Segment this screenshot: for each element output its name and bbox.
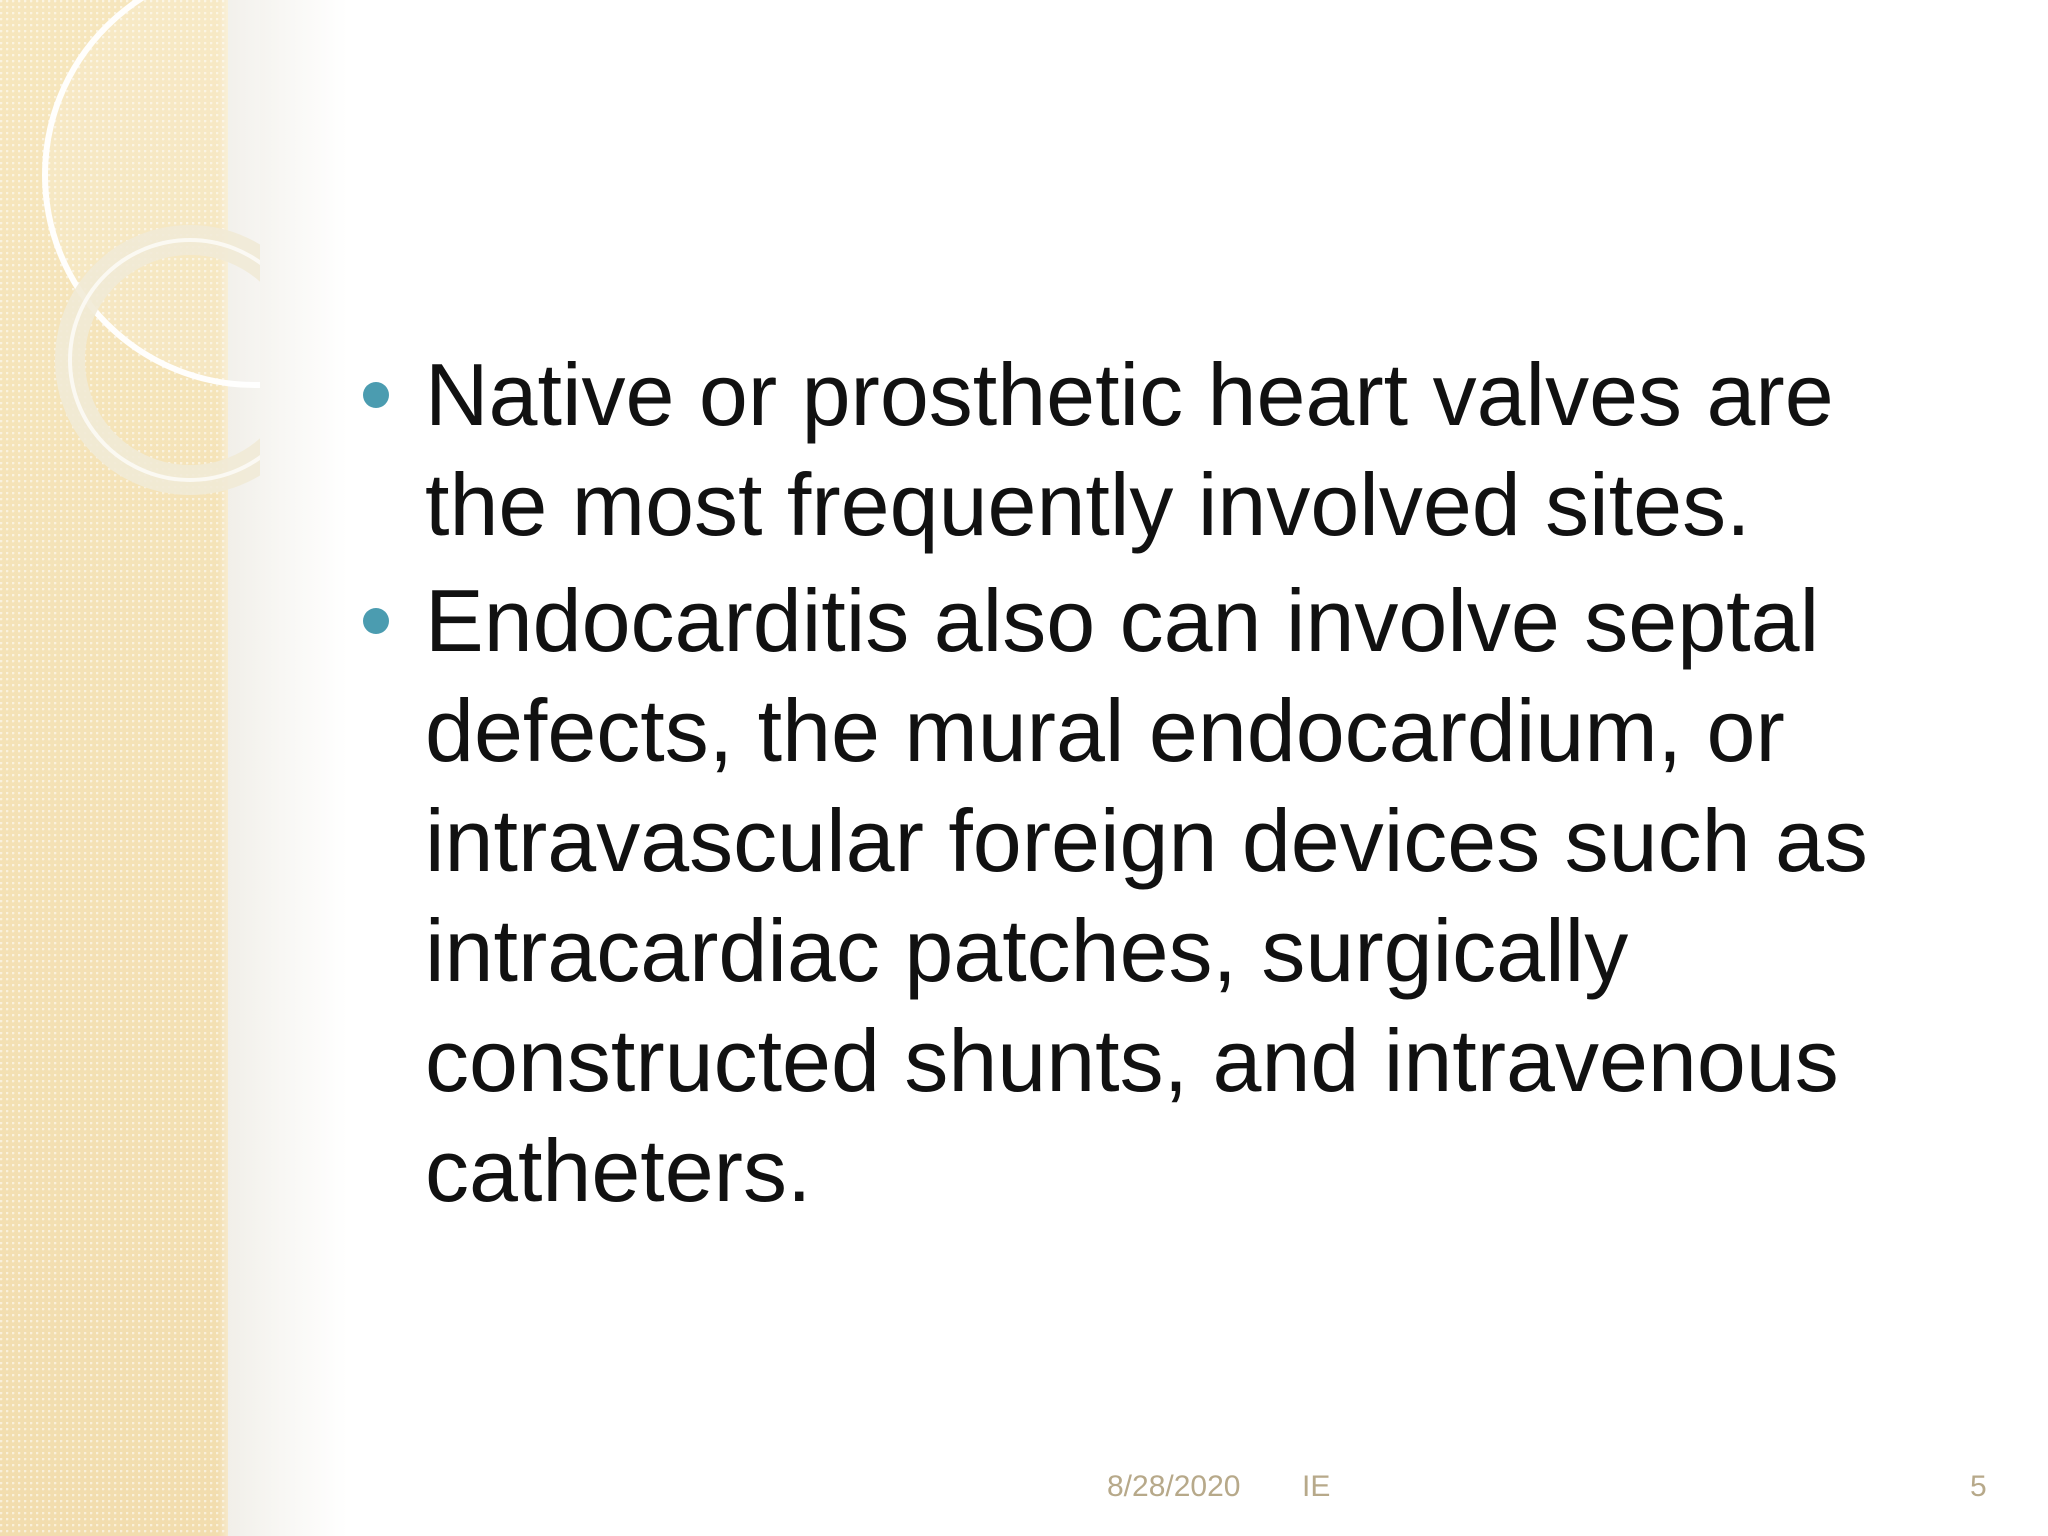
bullet-item <box>355 340 1975 560</box>
bullet-text: Native or prosthetic heart valves are the most frequently involved sites. <box>425 345 1834 554</box>
footer-date: 8/28/2020 <box>1107 1470 1241 1503</box>
bullet-text: Endocarditis also can involve septal defects, the mural endocardium, or intravascular foreign devices such as intracardiac patches, surgically constructed shunts, and intravenous catheters. <box>425 571 1868 1220</box>
bullet-dot-icon <box>363 608 389 634</box>
slide-number: 5 <box>1970 1470 1987 1503</box>
footer-label: IE <box>1302 1470 1331 1503</box>
slide-body <box>355 340 1975 1232</box>
bullet-item <box>355 566 1975 1226</box>
decorative-rings <box>0 0 260 520</box>
bullet-dot-icon <box>363 382 389 408</box>
bullet-list <box>355 340 1975 1226</box>
